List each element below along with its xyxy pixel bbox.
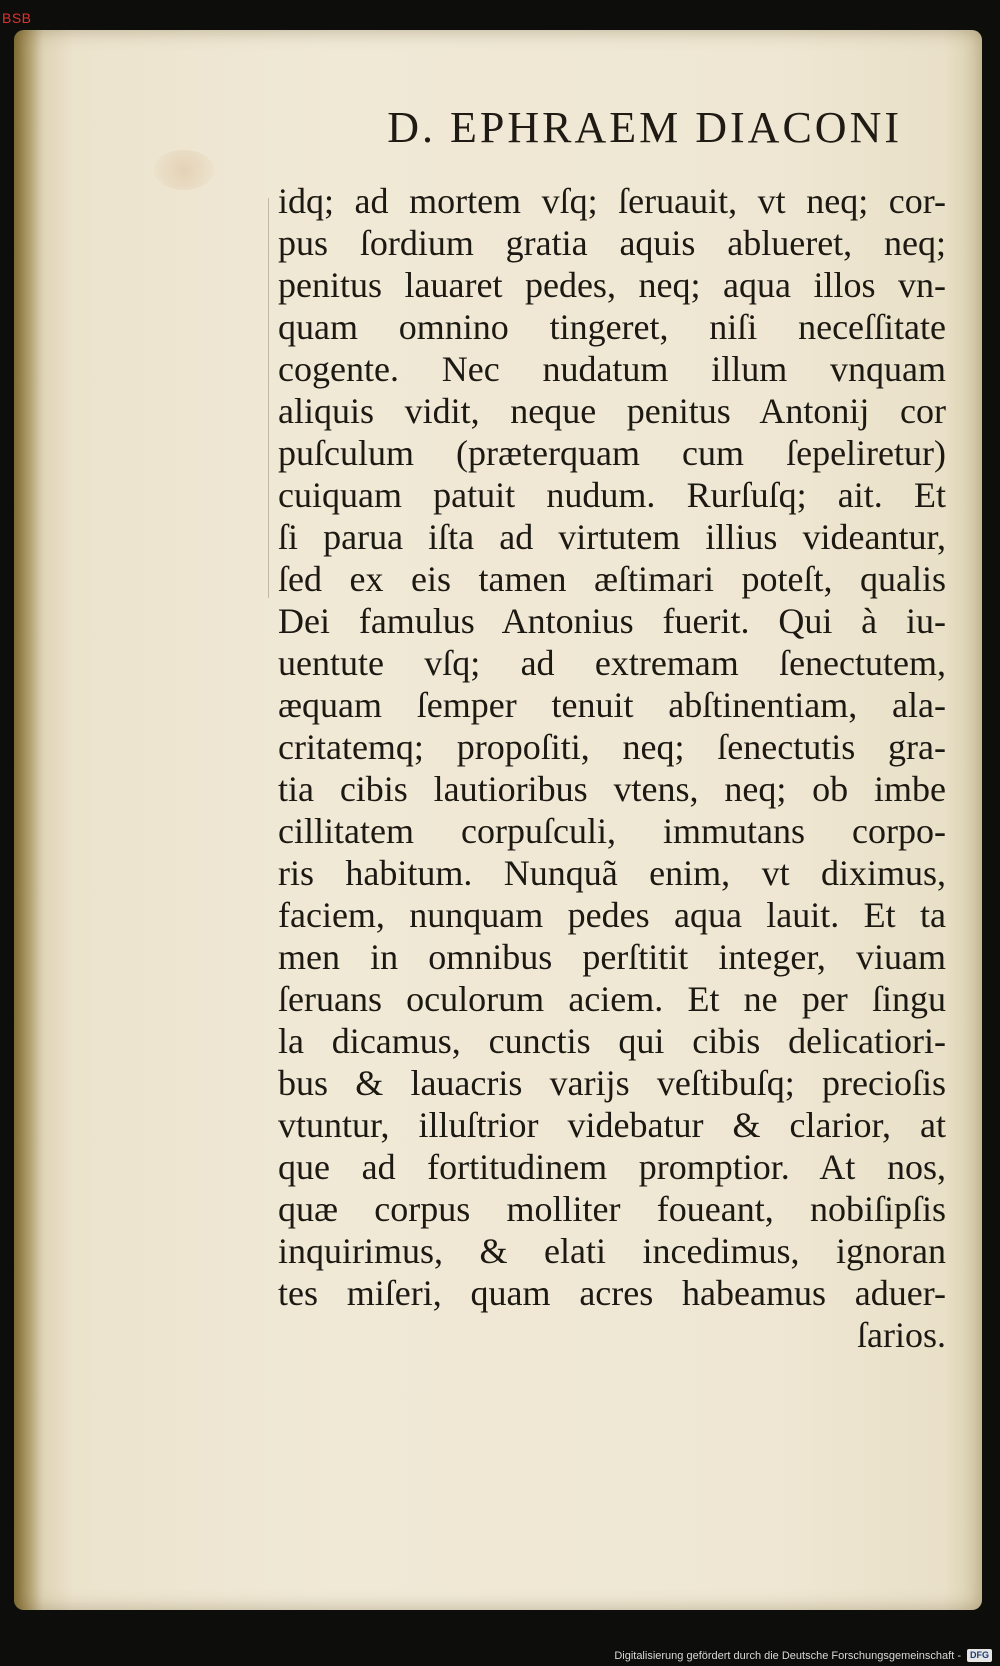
text-line: tia cibis lautioribus vtens, neq; ob imbe (278, 769, 946, 809)
text-line: pus ſordium gratia aquis ablueret, neq; (278, 223, 946, 263)
text-line: ſed ex eis tamen æſtimari poteſt, qualis (278, 559, 946, 599)
text-line: vtuntur, illuſtrior videbatur & clarior, at (278, 1105, 946, 1145)
text-line: uentute vſq; ad extremam ſenectutem, (278, 643, 946, 683)
text-line: la dicamus, cunctis qui cibis delicatiori- (278, 1021, 946, 1061)
margin-line (268, 198, 269, 598)
text-line: tes miſeri, quam acres habeamus aduer- (278, 1273, 946, 1313)
text-line: cillitatem corpuſculi, immutans corpo- (278, 811, 946, 851)
text-line: idq; ad mortem vſq; ſeruauit, vt neq; cor- (278, 181, 946, 221)
text-line: men in omnibus perſtitit integer, viuam (278, 937, 946, 977)
text-line: inquirimus, & elati incedimus, ignoran (278, 1231, 946, 1271)
running-head: D. EPHRAEM DIACONI (387, 103, 902, 152)
text-line: ſeruans oculorum aciem. Et ne per ſingu (278, 979, 946, 1019)
text-line: quam omnino tingeret, niſi neceſſitate (278, 307, 946, 347)
text-line: que ad fortitudinem promptior. At nos, (278, 1147, 946, 1187)
text-line: æquam ſemper tenuit abſtinentiam, ala- (278, 685, 946, 725)
text-line: aliquis vidit, neque penitus Antonij cor (278, 391, 946, 431)
text-line-last: ſarios. (857, 1315, 946, 1355)
book-page (14, 30, 982, 1610)
text-line: bus & lauacris varijs veſtibuſq; precioſis (278, 1063, 946, 1103)
dfg-logo: DFG (967, 1649, 992, 1662)
text-line: ſi parua iſta ad virtutem illius videantur, (278, 517, 946, 557)
page-gutter (14, 30, 44, 1610)
text-line: ris habitum. Nunquã enim, vt diximus, (278, 853, 946, 893)
library-mark: BSB (2, 10, 32, 26)
text-line: faciem, nunquam pedes aqua lauit. Et ta (278, 895, 946, 935)
text-line: cuiquam patuit nudum. Rurſuſq; ait. Et (278, 475, 946, 515)
footer (614, 1649, 992, 1662)
text-line: puſculum (præterquam cum ſepeliretur) (278, 433, 946, 473)
text-line: quæ corpus molliter foueant, nobiſipſis (278, 1189, 946, 1229)
text-line: penitus lauaret pedes, neq; aqua illos vn- (278, 265, 946, 305)
body-text (278, 180, 946, 1356)
text-line: Dei famulus Antonius fuerit. Qui à iu- (278, 601, 946, 641)
digitization-credit: Digitalisierung gefördert durch die Deutsche Forschungsgemeinschaft - (614, 1649, 961, 1662)
text-line: cogente. Nec nudatum illum vnquam (278, 349, 946, 389)
text-line: critatemq; propoſiti, neq; ſenectutis gra- (278, 727, 946, 767)
paper-stain (154, 150, 214, 190)
